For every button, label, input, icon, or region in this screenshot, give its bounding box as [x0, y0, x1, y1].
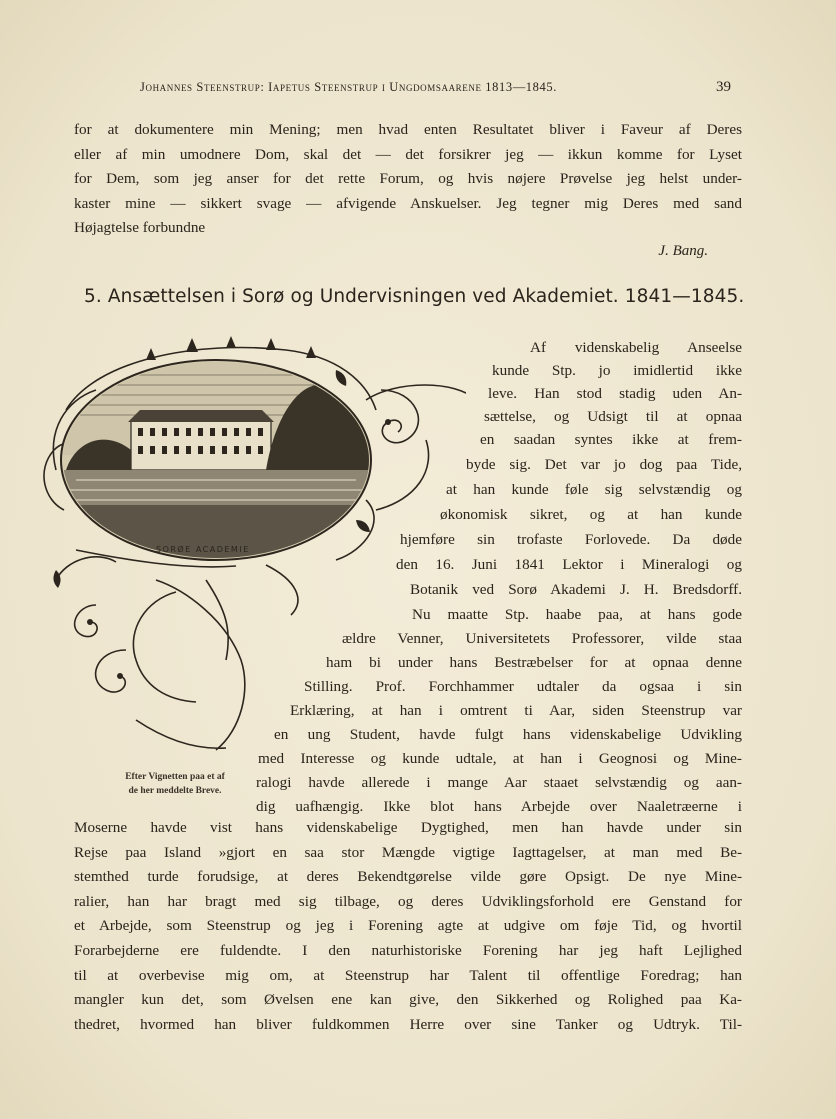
text-line: kunde Stp. jo imidlertid ikke	[492, 362, 742, 379]
text-line: eller af min umodnere Dom, skal det — det forsikrer jeg — ikkun komme for Lyset	[74, 145, 742, 163]
running-head	[140, 80, 740, 95]
text-line: Botanik ved Sorø Akademi J. H. Bredsdorff.	[410, 581, 742, 598]
text-line: for at dokumentere min Mening; men hvad enten Resultatet bliver i Faveur af Deres	[74, 121, 742, 138]
page-number: 39	[716, 79, 731, 95]
text-line: til at overbevise mig om, at Steenstrup har Talent til offentlige Foredrag; han	[74, 966, 742, 984]
caption-line: de her meddelte Breve.	[128, 786, 222, 796]
engraving-label: SORØE ACADEMIE	[156, 545, 250, 554]
letter-signature: J. Bang.	[658, 243, 708, 259]
text-line: ældre Venner, Universitetets Professorer, vilde staa	[342, 630, 742, 647]
text-line: Højagtelse forbundne	[74, 219, 206, 237]
text-line: en ung Student, havde fulgt hans videnskabelige Udvikling	[274, 726, 742, 743]
text-line: ralogi havde allerede i mange Aar staaet selvstændig og aan-	[256, 774, 742, 791]
text-line: dig uafhængig. Ikke blot hans Arbejde over Naaletræerne i	[256, 798, 742, 815]
text-line: byde sig. Det var jo dog paa Tide,	[466, 456, 742, 473]
text-line: Moserne havde vist hans videnskabelige Dygtighed, men han havde under sin	[74, 819, 742, 836]
text-line: at han kunde føle sig selvstændig og	[446, 481, 742, 498]
letter-closing-paragraph	[74, 118, 742, 241]
text-line: ham bi under hans Bestræbelser for at opnaa denne	[326, 654, 742, 671]
text-line: thedret, hvormed han bliver fuldkommen Herre over sine Tanker og Udtryk. Til-	[74, 1015, 742, 1033]
text-line: en saadan syntes ikke at frem-	[480, 431, 742, 448]
body-paragraph	[74, 816, 742, 1037]
text-line: sættelse, og Udsigt til at opnaa	[484, 408, 742, 425]
text-line: et Arbejde, som Steenstrup og jeg i Forening agte at udgive om føje Tid, og hvortil	[74, 917, 742, 935]
text-line: Rejse paa Island »gjort en saa stor Mængde vigtige Iagttagelser, at man med Be-	[74, 843, 742, 861]
text-line: med Interesse og kunde udtale, at han i Geognosi og Mine-	[258, 750, 742, 767]
text-line: Erklæring, at han i omtrent ti Aar, siden Steenstrup var	[290, 702, 742, 719]
text-line: økonomisk sikret, og at han kunde	[440, 506, 742, 523]
text-line: kaster mine — sikkert svage — afvigende Anskuelser. Jeg tegner mig Deres med sand	[74, 194, 742, 212]
text-line: hjemføre sin trofaste Forlovede. Da døde	[400, 531, 742, 548]
vignette-caption	[95, 770, 255, 798]
text-line: ralier, han har bragt med sig tilbage, og deres Udviklingsforhold ere Genstand for	[74, 892, 742, 910]
text-line: mangler kun det, som Øvelsen ene kan give, den Sikkerhed og Rolighed paa Ka-	[74, 991, 742, 1009]
caption-line: Efter Vignetten paa et af	[125, 772, 225, 782]
text-line: for Dem, som jeg anser for det rette Forum, og hvis nøjere Prøvelse jeg helst under-	[74, 170, 742, 188]
running-title: Johannes Steenstrup: Iapetus Steenstrup i Ungdomsaarene 1813—1845.	[140, 80, 557, 94]
text-line: stemthed turde forudsige, at deres Bekendtgørelse vilde gøre Opsigt. De nye Mine-	[74, 868, 742, 886]
text-line: Af videnskabelig Anseelse	[530, 339, 742, 356]
text-line: Nu maatte Stp. haabe paa, at hans gode	[412, 606, 742, 623]
text-line: Stilling. Prof. Forchhammer udtaler da ogsaa i sin	[304, 678, 742, 695]
text-line: Forarbejderne ere fuldendte. I den naturhistoriske Forening har jeg haft Lejlighed	[74, 941, 742, 959]
section-heading: 5. Ansættelsen i Sorø og Undervisningen ved Akademiet. 1841—1845.	[84, 286, 745, 307]
text-line: den 16. Juni 1841 Lektor i Mineralogi og	[396, 556, 742, 573]
text-line: leve. Han stod stadig uden An-	[488, 385, 742, 402]
